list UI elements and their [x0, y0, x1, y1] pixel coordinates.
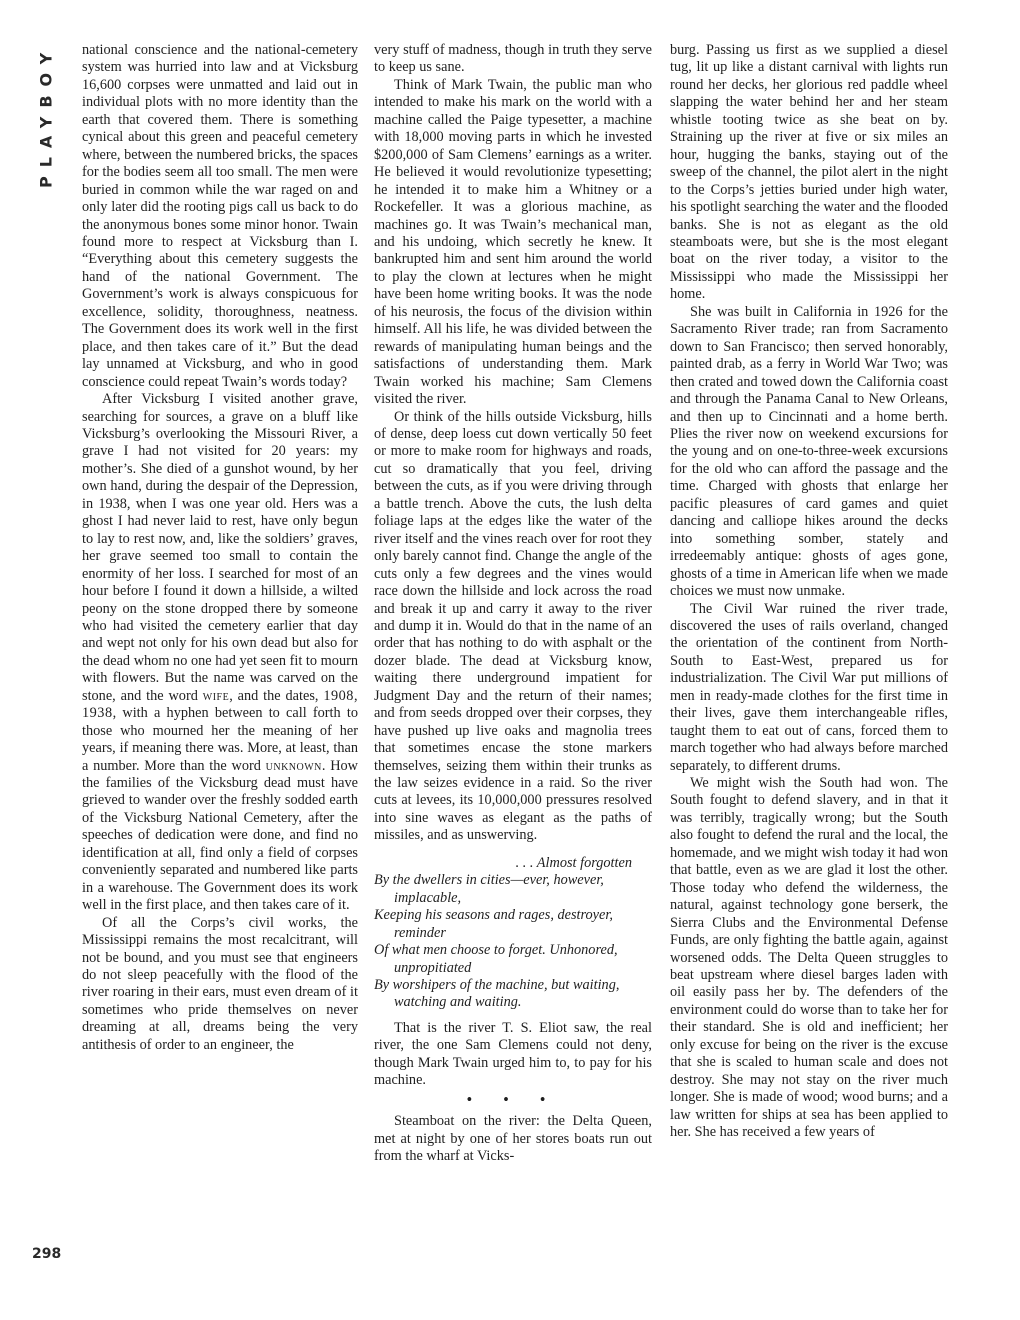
- poem-line: By worshipers of the machine, but waiting, watching and waiting.: [374, 977, 620, 1011]
- paragraph: We might wish the South had won. The South fought to defend slavery, and in that it was terribly, tragically wrong; but the South also fought to defend the rural and the local, the homemade, and we might wish today it had won that battle, even as we are glad it lost the other. Those today who defend the wilderness, the natural, against technology gone berserk, the Sierra Clubs and the Environmental Defense Funds, are only fighting the battle again, against worsened odds. The Delta Queen struggles to beat upstream where diesel barges laden with oil easily pass her by. The defenders of the environment could do worse than to take her for their standard. She is old and inefficient; her only excuse for being on the river is the excuse that she is scaled to human scale and does not destroy. She may not stay on the river much longer. She is made of wood; wood burns; and a law written for ships at sea has been applied to her. She has received a few years of: [670, 775, 948, 1141]
- column-1: [82, 42, 358, 1054]
- poem-quotation: [374, 855, 652, 1012]
- paragraph: After Vicksburg I visited another grave, searching for sources, a grave on a bluff like Vicksburg’s overlooking the Missouri River, a grave I had not visited for 20 years: my mother’s. She died of a gunshot wound, by her own hand, during the despair of the Depression, in 1938, when I was one year old. Hers was a ghost I had never laid to rest, have only begun to lay to rest now, and, like the soldiers’ graves, her grave seemed too small to contain the enormity of her loss. I searched for most of an hour before I found it down a hillside, a wilted peony on the stone dropped there by someone who had visited the cemetery earlier that day and wept not only for his own dead but also for the dead whom no one had yet seen fit to mourn with flowers. But the name was carved on the stone, and the word wife, and the dates, 1908, 1938, with a hyphen between to call forth to those who mourned her the meaning of her years, if meaning there was. More, at least, than a number. More than the word unknown. How the families of the Vicksburg dead must have grieved to wander over the freshly sodded earth of the Vicksburg National Cemetery, after the speeches of dedication were done, and find no identification at all, find only a field of corpses conveniently separated and numbered like parts in a warehouse. The Government does its work well in the first place, and then takes care of it.: [82, 391, 359, 914]
- column-3: [670, 42, 948, 1142]
- poem-line: . . . Almost forgotten: [515, 854, 632, 871]
- paragraph: Steamboat on the river: the Delta Queen, met at night by one of her stores boats run out from the wharf at Vicks-: [374, 1113, 652, 1165]
- paragraph: That is the river T. S. Eliot saw, the real river, the one Sam Clemens could not deny, though Mark Twain urged him to, to pay for his machine.: [374, 1019, 652, 1089]
- paragraph: very stuff of madness, though in truth they serve to keep us sane.: [374, 42, 652, 76]
- paragraph: The Civil War ruined the river trade, discovered the uses of rails overland, changed the orientation of the continent from North-South to East-West, prepared us for industrialization. The Civil War put millions of men in ready-made clothes for the first time in their lives, gave them interchangeable rifles, taught them to eat out of cans, forced them to march together who had always before marched separately, to different drums.: [670, 600, 948, 774]
- small-caps-dates: 1908, 1938: [82, 687, 359, 722]
- poem-line: Keeping his seasons and rages, destroyer, reminder: [374, 907, 613, 941]
- paragraph: Or think of the hills outside Vicksburg, hills of dense, deep loess cut down vertically 50 feet or more to make room for highways and roads, cut so dramatically that you feel, driving between the cuts, as if you were driving through a battle trench. Above the cuts, the lush delta foliage laps at the edges like the water of the river itself and the vines reach over for root they only barely cannot find. Change the angle of the cuts only a few degrees and the vines would race down the hillside and lock across the road and break it up and carry it away to the river and dump it in. Would do that in the name of an order that has nothing to do with asphalt or the dozer blade. The dead at Vicksburg know, waiting there underground impatient for Judgment Day and the return of their names; and from seeds dropped over their corpses, they have pushed up live oaks and magnolia trees that sometimes encase the stone markers themselves, seizing them within their trunks as the law seizes evidence in a raid. So the river cuts at levees, its 10,000,000 pressures resolved into sine waves as elegant as the paths of missiles, and as unswerving.: [374, 408, 652, 844]
- paragraph: Think of Mark Twain, the public man who intended to make his mark on the world with a machine called the Paige typesetter, a machine with 18,000 moving parts in which he invested $200,000 of Sam Clemens’ earnings as a writer. He believed it would revolutionize typesetting; he intended it to make him a Whitney or a Rockefeller. It was a glorious machine, as machines go. It was Twain’s mechanical man, and his undoing, which secretly he knew. It bankrupted him and sent him around the world to play the clown at lectures when he might have been home writing books. It was the node of his neurosis, the focus of the division within himself. All his life, he was divided between the rewards of manipulating human beings and the satisfactions of understanding them. Mark Twain worked his machine; Sam Clemens visited the river.: [374, 76, 652, 408]
- page-number: 298: [32, 1246, 62, 1262]
- paragraph: Of all the Corps’s civil works, the Mississippi remains the most recalcitrant, will not be bound, and you must see that engineers do not sleep peacefully with the flood of the river roaring in their ears, must even dream of it sometimes who pride themselves on never dreaming at all, dreams being the very antithesis of order to an engineer, the: [82, 914, 358, 1053]
- paragraph: She was built in California in 1926 for the Sacramento River trade; ran from Sacramento down to San Francisco; then served honorably, painted drab, as a ferry in World War Two; was then crated and towed down the California coast and through the Panama Canal to New Orleans, and then up to Cincinnati and a home berth. Plies the river now on weekend excursions for the young and on one-to-three-week excursions for the old who can afford the passage and the time. Charged with ghosts that enlarge her pacific pleasures of card games and quiet dancing and calliope hikes around the decks into something somber, stately and irredeemably antique: ghosts of ages gone, ghosts of a time in American life when we made choices we must now unmake.: [670, 303, 948, 600]
- small-caps-word: wife: [202, 687, 230, 704]
- column-2: [374, 42, 652, 1166]
- paragraph: burg. Passing us first as we supplied a diesel tug, lit up like a distant carnival with lights run round her decks, her glorious red paddle wheel slapping the water behind her and her steam whistle tooting twice as she beat on by. Straining up the river at five or six miles an hour, hugging the banks, staying out of the sweep of the channel, the pilot alert in the night to the Corps’s jetties buried under high water, his spotlight searching the water and the flooded banks. She is not as elegant as the old steamboats were, but she is the most elegant boat on the river today, a visitor to the Mississippi who made the Mississippi her home.: [670, 42, 948, 303]
- magazine-masthead: PLAYBOY: [36, 44, 56, 189]
- small-caps-word: unknown: [265, 757, 322, 774]
- poem-line: By the dwellers in cities—ever, however, implacable,: [374, 872, 604, 906]
- poem-line: Of what men choose to forget. Unhonored, unpropitiated: [374, 942, 618, 976]
- paragraph: national conscience and the national-cemetery system was hurried into law and at Vicksburg 16,600 corpses were unmatted and laid out in individual plots with no more identity than the earth that covered them. There is something cynical about this green and peaceful cemetery where, between the numbered bricks, the spaces for the bodies seem all too small. The men were buried in common while the war raged on and only later did the rooting pigs call us back to do the anonymous bones some minor honor. Twain found more to respect at Vicksburg than I. “Everything about this cemetery suggests the hand of the national Government. The Government’s work is always conspicuous for excellence, solidity, thoroughness, neatness. The Government does its work well in the first place, and then takes care of it.” But the dead lay unnamed at Vicksburg, and who in good conscience could repeat Twain’s words today?: [82, 42, 358, 390]
- section-separator: • • •: [466, 1091, 560, 1108]
